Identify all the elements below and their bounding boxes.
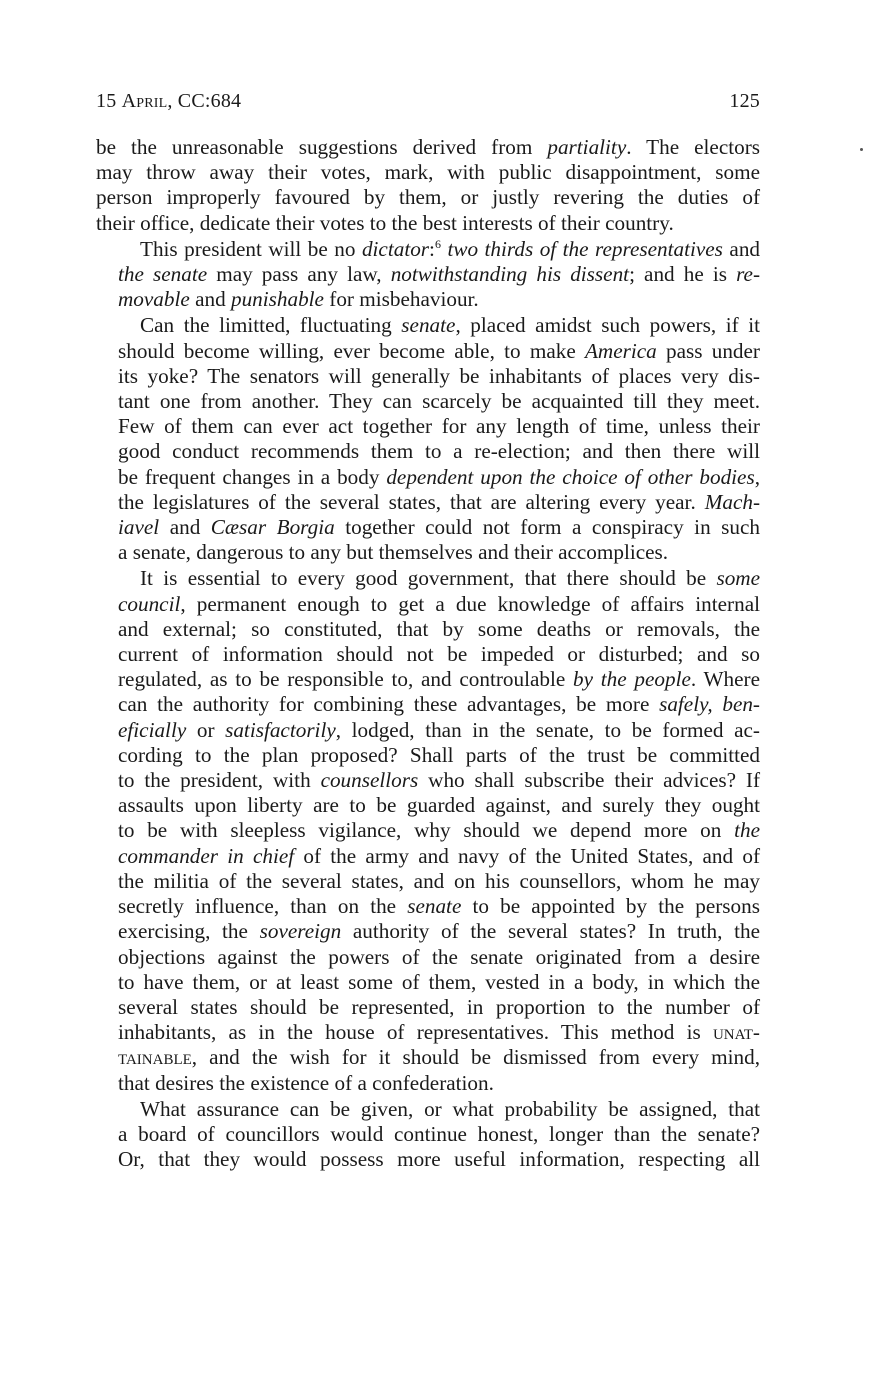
- text-run: objections against the powers of the senate originated from a desire: [118, 944, 760, 969]
- text-run: a board of councillors would continue honest, longer than the senate?: [118, 1121, 760, 1146]
- text-line: [96, 1122, 760, 1147]
- text-line: [96, 818, 760, 843]
- paragraph: [96, 237, 760, 313]
- text-run: This president will be no: [140, 236, 362, 261]
- text-run: , permanent enough to get a due knowledge of affairs internal: [180, 591, 760, 616]
- text-line: [96, 1097, 760, 1122]
- italic-text: Cæsar Borgia: [210, 515, 335, 540]
- text-line: [96, 1071, 760, 1096]
- text-run: that desires the existence of a confederation.: [118, 1070, 494, 1095]
- text-run: to the president, with: [118, 768, 321, 793]
- text-line: [96, 515, 760, 540]
- citation-day: 15: [96, 90, 122, 112]
- italic-text: America: [584, 338, 657, 363]
- text-run: Or, that they would possess more useful information, respecting all: [118, 1147, 760, 1172]
- footnote-marker: 6: [434, 236, 441, 251]
- text-run: its yoke? The senators will generally be inhabitants of places very dis-: [118, 363, 760, 388]
- text-run: or: [186, 717, 226, 742]
- text-line: [96, 869, 760, 894]
- italic-text: iavel: [118, 515, 160, 540]
- small-caps-text: tainable: [118, 1045, 192, 1070]
- text-line: [96, 185, 760, 210]
- text-run: . Where: [690, 667, 760, 692]
- text-line: [96, 793, 760, 818]
- running-head: [96, 86, 760, 116]
- text-line: [96, 667, 760, 692]
- text-run: and: [159, 515, 211, 540]
- text-run: It is essential to every good government, that there should be: [140, 566, 717, 591]
- scan-speck: [860, 148, 863, 151]
- text-line: [96, 414, 760, 439]
- text-line: [96, 970, 760, 995]
- text-line: [96, 1045, 760, 1070]
- text-run: authority of the several states? In truth, the: [341, 919, 760, 944]
- text-run: . The electors: [626, 135, 760, 159]
- small-caps-text: unat-: [712, 1020, 760, 1045]
- text-run: cording to the plan proposed? Shall parts of the trust be committed: [118, 742, 760, 767]
- text-run: regulated, as to be responsible to, and controulable: [118, 667, 574, 692]
- text-line: [96, 389, 760, 414]
- document-page: [96, 86, 760, 1172]
- text-line: [96, 995, 760, 1020]
- text-line: [96, 287, 760, 312]
- text-run: the militia of the several states, and on his counsellors, whom he may: [118, 868, 760, 893]
- italic-text: eficially: [118, 717, 187, 742]
- italic-text: by the people: [573, 667, 691, 692]
- text-run: :: [429, 236, 435, 261]
- text-line: [96, 945, 760, 970]
- text-line: [96, 743, 760, 768]
- text-run: be frequent changes in a body: [118, 464, 387, 489]
- text-run: who shall subscribe their advices? If: [418, 768, 761, 793]
- text-run: pass under: [656, 338, 760, 363]
- italic-text: two thirds of the representatives: [447, 236, 723, 261]
- text-run: to have them, or at least some of them, vested in a body, in which the: [118, 969, 760, 994]
- text-line: [96, 364, 760, 389]
- italic-text: punishable: [230, 287, 324, 312]
- text-run: person improperly favoured by them, or justly revering the duties of: [96, 185, 760, 210]
- text-run: may throw away their votes, mark, with public disappointment, some: [96, 160, 760, 185]
- text-line: [96, 592, 760, 617]
- text-run: exercising, the: [118, 919, 260, 944]
- italic-text: dictator: [361, 236, 430, 261]
- text-line: [96, 540, 760, 565]
- text-run: their office, dedicate their votes to the best interests of their country.: [96, 210, 674, 235]
- text-run: tant one from another. They can scarcely be acquainted till they meet.: [118, 389, 760, 414]
- text-line: [96, 262, 760, 287]
- italic-text: dependent upon the choice of other bodies: [386, 464, 755, 489]
- text-run: current of information should not be impeded or disturbed; and so: [118, 642, 760, 667]
- body-text: [96, 135, 760, 1172]
- text-line: [96, 844, 760, 869]
- text-run: good conduct recommends them to a re-election; and then there will: [118, 439, 760, 464]
- text-run: Few of them can ever act together for any length of time, unless their: [118, 414, 760, 439]
- text-run: What assurance can be given, or what probability be assigned, that: [140, 1096, 760, 1121]
- text-line: [96, 1147, 760, 1172]
- text-run: the legislatures of the several states, that are altering every year.: [118, 489, 705, 514]
- italic-text: partiality: [547, 135, 627, 159]
- text-run: Can the limitted, fluctuating: [140, 313, 402, 338]
- citation-document-number: , CC:684: [167, 90, 242, 112]
- text-line: [96, 339, 760, 364]
- text-run: be the unreasonable suggestions derived from: [96, 135, 548, 159]
- italic-text: some: [716, 566, 760, 591]
- italic-text: council: [118, 591, 181, 616]
- paragraph: [96, 135, 760, 236]
- text-line: [96, 642, 760, 667]
- italic-text: senate: [407, 894, 462, 919]
- italic-text: commander in chief: [118, 843, 295, 868]
- text-run: inhabitants, as in the house of representatives. This method is: [118, 1020, 713, 1045]
- text-run: several states should be represented, in proportion to the number of: [118, 994, 760, 1019]
- text-run: a senate, dangerous to any but themselves and their accomplices.: [118, 540, 669, 565]
- text-line: [96, 160, 760, 185]
- text-line: [96, 313, 760, 338]
- italic-text: notwithstanding his dissent: [390, 262, 630, 287]
- text-line: [96, 566, 760, 591]
- text-run: and: [189, 287, 231, 312]
- text-run: assaults upon liberty are to be guarded against, and surely they ought: [118, 793, 760, 818]
- italic-text: movable: [118, 287, 190, 312]
- text-line: [96, 490, 760, 515]
- citation-month: April: [121, 90, 168, 112]
- text-run: for misbehaviour.: [323, 287, 479, 312]
- text-run: may pass any law,: [207, 262, 391, 287]
- paragraph: [96, 313, 760, 565]
- italic-text: counsellors: [320, 768, 419, 793]
- italic-text: safely, ben-: [659, 692, 760, 717]
- text-run: ; and he is: [629, 262, 737, 287]
- text-run: secretly influence, than on the: [118, 894, 408, 919]
- text-run: should become willing, ever become able, to make: [118, 338, 585, 363]
- page-number: 125: [729, 90, 760, 112]
- italic-text: the: [734, 818, 760, 843]
- text-line: [96, 1020, 760, 1045]
- italic-text: Mach-: [704, 489, 760, 514]
- text-run: , lodged, than in the senate, to be formed ac-: [335, 717, 760, 742]
- text-run: can the authority for combining these advantages, be more: [118, 692, 660, 717]
- text-run: and external; so constituted, that by some deaths or removals, the: [118, 616, 760, 641]
- text-line: [96, 768, 760, 793]
- text-run: of the army and navy of the United States, and of: [294, 843, 760, 868]
- text-run: together could not form a conspiracy in such: [334, 515, 760, 540]
- italic-text: satisfactorily: [225, 717, 336, 742]
- text-line: [96, 718, 760, 743]
- paragraph: [96, 566, 760, 1095]
- italic-text: senate: [401, 313, 456, 338]
- text-run: , placed amidst such powers, if it: [455, 313, 760, 338]
- italic-text: the senate: [118, 262, 208, 287]
- paragraph: [96, 1097, 760, 1173]
- text-run: and: [722, 236, 761, 261]
- text-line: [96, 211, 760, 236]
- text-line: [96, 919, 760, 944]
- text-run: to be with sleepless vigilance, why should we depend more on: [118, 818, 735, 843]
- text-line: [96, 237, 760, 262]
- text-run: ,: [754, 464, 760, 489]
- text-line: [96, 617, 760, 642]
- italic-text: sovereign: [259, 919, 342, 944]
- text-line: [96, 135, 760, 160]
- text-line: [96, 894, 760, 919]
- running-head-citation: [96, 86, 241, 116]
- text-line: [96, 692, 760, 717]
- text-run: , and the wish for it should be dismissed from every mind,: [191, 1045, 760, 1070]
- text-line: [96, 439, 760, 464]
- italic-text: re-: [736, 262, 760, 287]
- text-line: [96, 465, 760, 490]
- text-run: to be appointed by the persons: [461, 894, 760, 919]
